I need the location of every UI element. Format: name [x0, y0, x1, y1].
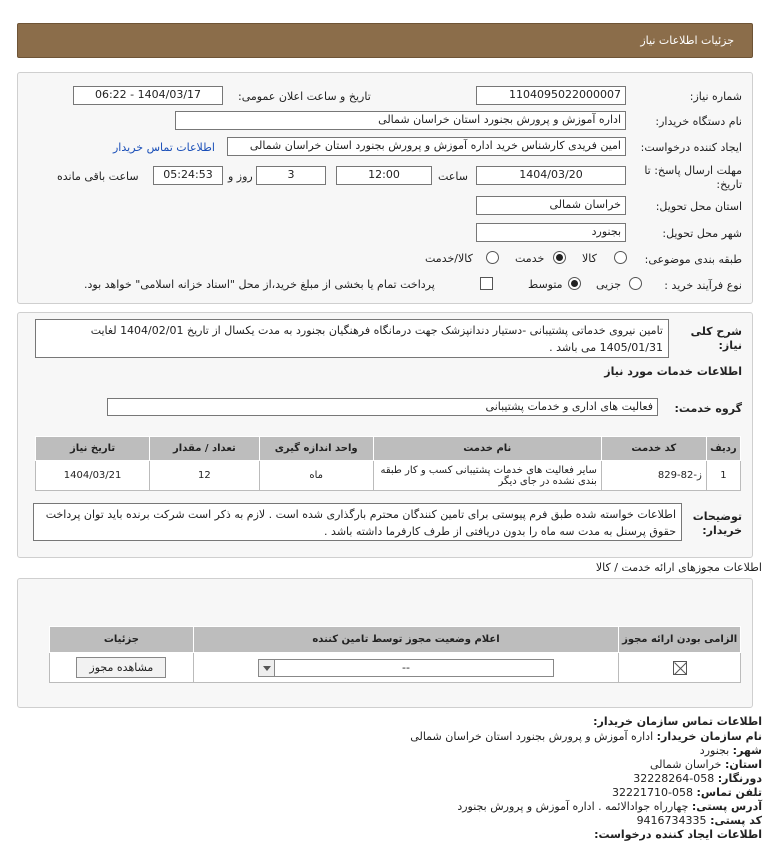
contact-city: شهر: بجنورد	[699, 744, 762, 757]
category-service-label: خدمت	[515, 252, 545, 265]
process-minor-radio[interactable]	[629, 277, 642, 290]
services-table-header	[36, 437, 741, 461]
col-required: الزامی بودن ارائه مجوز	[619, 627, 741, 653]
col-date: تاریخ نیاز	[36, 437, 150, 461]
permits-title: اطلاعات مجوزهای ارائه خدمت / کالا	[595, 561, 762, 574]
col-status: اعلام وضعیت مجوز توسط تامین کننده	[193, 627, 619, 653]
row-index: 1	[706, 461, 740, 491]
contact-org: نام سازمان خریدار: اداره آموزش و پرورش بجنورد استان خراسان شمالی	[410, 730, 762, 743]
treasury-checkbox[interactable]	[480, 277, 493, 290]
service-group-field: فعالیت های اداری و خدمات پشتیبانی	[107, 398, 658, 416]
remaining-time-label: ساعت باقی مانده	[57, 170, 139, 183]
city-field: بجنورد	[476, 223, 626, 242]
row-qty: 12	[150, 461, 260, 491]
required-cell	[619, 653, 741, 683]
creator-field: امین فریدی کارشناس خرید اداره آموزش و پرورش بجنورد استان خراسان شمالی	[227, 137, 626, 156]
contact-province: استان: خراسان شمالی	[649, 758, 762, 771]
checkbox-x-icon	[673, 661, 687, 675]
deadline-date-field: 1404/03/20	[476, 166, 626, 185]
creator-label: ایجاد کننده درخواست:	[640, 141, 742, 154]
col-unit: واحد اندازه گیری	[259, 437, 373, 461]
contact-title: اطلاعات تماس سازمان خریدار:	[593, 715, 762, 728]
status-cell	[193, 653, 619, 683]
process-medium-label: متوسط	[528, 278, 563, 291]
buyer-field: اداره آموزش و پرورش بجنورد استان خراسان شمالی	[175, 111, 626, 130]
creator-info-title: اطلاعات ایجاد کننده درخواست:	[594, 828, 762, 841]
category-goods-label: کالا	[582, 252, 597, 265]
service-group-label: گروه خدمت:	[674, 402, 742, 415]
process-minor-label: جزیی	[596, 278, 622, 291]
summary-text: تامین نیروی خدماتی پشتیبانی -دستیار دندانپزشک جهت درمانگاه فرهنگیان بجنورد به مدت یکسال از تاریخ 1404/02/01 لغایت 1405/01/31 می باشد .	[35, 319, 669, 358]
category-both-radio[interactable]	[486, 251, 499, 264]
view-permit-button[interactable]: مشاهده مجوز	[76, 657, 166, 678]
treasury-label: پرداخت تمام یا بخشی از مبلغ خرید،از محل "اسناد خزانه اسلامی" خواهد بود.	[84, 278, 435, 291]
notes-label-2: خریدار:	[702, 524, 742, 537]
permit-status-select[interactable]	[258, 659, 554, 677]
buyer-contact-link[interactable]: اطلاعات تماس خریدار	[113, 141, 215, 154]
province-field: خراسان شمالی	[476, 196, 626, 215]
process-label: نوع فرآیند خرید :	[664, 279, 742, 292]
table-row	[36, 461, 741, 491]
page-title: جزئیات اطلاعات نیاز	[640, 34, 734, 47]
col-index: ردیف	[706, 437, 740, 461]
category-both-label: کالا/خدمت	[425, 252, 473, 265]
permits-table-header	[50, 627, 741, 653]
table-row	[50, 653, 741, 683]
permit-status-value: --	[402, 660, 410, 674]
row-code: ز-82-829	[601, 461, 706, 491]
contact-postal: کد پستی: 9416734335	[636, 814, 762, 827]
row-date: 1404/03/21	[36, 461, 150, 491]
services-table	[35, 436, 741, 491]
need-number-label: شماره نیاز:	[689, 90, 742, 103]
chevron-down-icon	[259, 660, 275, 676]
summary-label-2: نیاز:	[718, 339, 742, 352]
city-label: شهر محل تحویل:	[662, 227, 742, 240]
remaining-time-field: 05:24:53	[153, 166, 223, 185]
contact-fax: دورنگار: 058-32228264	[633, 772, 762, 785]
announce-field: 1404/03/17 - 06:22	[73, 86, 223, 105]
notes-label: توضیحات	[692, 510, 742, 523]
services-title: اطلاعات خدمات مورد نیاز	[604, 365, 742, 378]
col-qty: تعداد / مقدار	[150, 437, 260, 461]
announce-label: تاریخ و ساعت اعلان عمومی:	[238, 90, 371, 103]
deadline-time-label: ساعت	[438, 170, 468, 183]
deadline-time-field: 12:00	[336, 166, 432, 185]
deadline-label: مهلت ارسال پاسخ: تا	[644, 164, 742, 177]
summary-label: شرح کلی	[690, 325, 742, 338]
col-code: کد خدمت	[601, 437, 706, 461]
category-goods-radio[interactable]	[614, 251, 627, 264]
days-label: روز و	[228, 170, 253, 183]
days-remaining-field: 3	[256, 166, 326, 185]
contact-phone: تلفن تماس: 058-32221710	[612, 786, 762, 799]
province-label: استان محل تحویل:	[655, 200, 742, 213]
col-details: جزئیات	[50, 627, 194, 653]
deadline-date-label: تاریخ:	[716, 178, 742, 191]
need-number-field: 1104095022000007	[476, 86, 626, 105]
permits-table	[49, 626, 741, 683]
row-unit: ماه	[259, 461, 373, 491]
details-cell	[50, 653, 194, 683]
process-medium-radio[interactable]	[568, 277, 581, 290]
page-header	[17, 23, 753, 58]
category-service-radio[interactable]	[553, 251, 566, 264]
contact-address: آدرس پستی: چهارراه جوادالائمه . اداره آموزش و پرورش بجنورد	[457, 800, 762, 813]
need-info-panel	[17, 72, 753, 304]
category-label: طبقه بندی موضوعی:	[644, 253, 742, 266]
col-name: نام خدمت	[373, 437, 601, 461]
notes-text: اطلاعات خواسته شده طبق فرم پیوستی برای تامین کنندگان محترم بارگذاری شده است . لازم به ذکر است شرکت برنده باید توان پرداخت حقوق پرسنل به مدت سه ماه را بدون دریافتی از طرف کارفرما داشته باشد .	[33, 503, 682, 541]
row-name: سایر فعالیت های خدمات پشتیبانی کسب و کار طبقه بندی نشده در جای دیگر	[373, 461, 601, 491]
buyer-label: نام دستگاه خریدار:	[655, 115, 742, 128]
